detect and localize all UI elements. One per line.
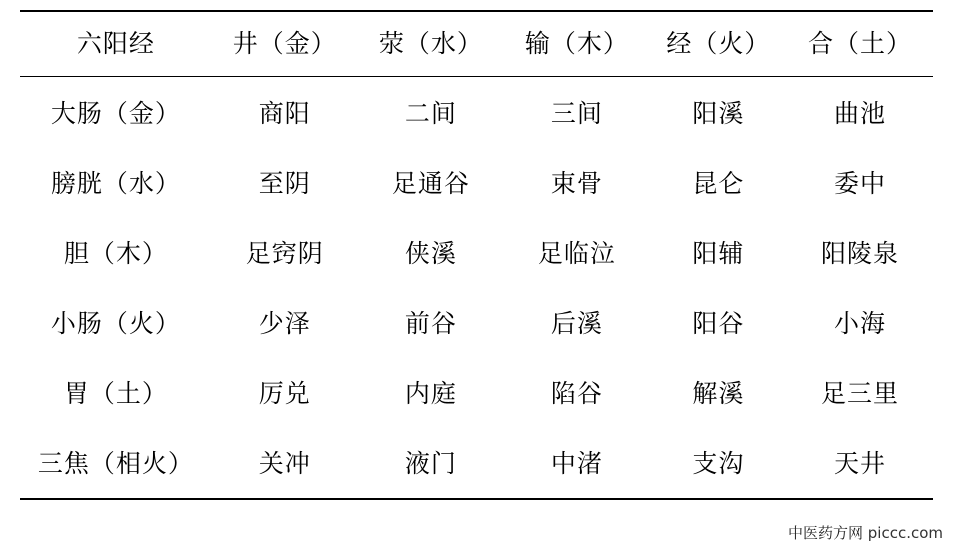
cell-value: 委中 xyxy=(833,169,886,198)
cell-value: 侠溪 xyxy=(404,239,457,268)
cell-value: 束骨 xyxy=(550,169,603,198)
row-label: 大肠（金） xyxy=(50,99,181,128)
cell-value: 阳谷 xyxy=(692,309,745,338)
cell-value: 足窍阴 xyxy=(245,239,324,268)
cell-value: 陷谷 xyxy=(550,379,603,408)
table-row xyxy=(20,357,933,427)
table-row xyxy=(20,217,933,287)
table-body xyxy=(20,77,933,500)
cell-value: 前谷 xyxy=(404,309,457,338)
table-row xyxy=(20,287,933,357)
cell-value: 足临泣 xyxy=(537,239,616,268)
row-label: 胃（土） xyxy=(63,379,168,408)
cell-value: 内庭 xyxy=(404,379,457,408)
row-label: 胆（木） xyxy=(63,239,168,268)
cell-value: 小海 xyxy=(833,309,886,338)
table-row xyxy=(20,147,933,217)
cell-value: 足通谷 xyxy=(391,169,470,198)
cell-value: 关冲 xyxy=(212,427,358,499)
column-header-jing-fire: 经（火） xyxy=(650,11,787,77)
row-label: 三焦（相火） xyxy=(20,427,212,499)
watermark xyxy=(788,522,943,543)
cell-value: 阳辅 xyxy=(692,239,745,268)
cell-value: 厉兑 xyxy=(258,379,311,408)
table-header xyxy=(20,11,933,77)
cell-value: 足三里 xyxy=(820,379,899,408)
table-header-row xyxy=(20,11,933,77)
column-header-jing-metal: 井（金） xyxy=(212,11,358,77)
cell-value: 解溪 xyxy=(692,379,745,408)
row-label: 膀胱（水） xyxy=(50,169,181,198)
cell-value: 中渚 xyxy=(504,427,650,499)
table-row xyxy=(20,77,933,148)
cell-value: 至阴 xyxy=(258,169,311,198)
cell-value: 天井 xyxy=(787,427,933,499)
column-header-shu-wood: 输（木） xyxy=(504,11,650,77)
cell-value: 曲池 xyxy=(833,99,886,128)
cell-value: 支沟 xyxy=(650,427,787,499)
cell-value: 昆仑 xyxy=(692,169,745,198)
cell-value: 三间 xyxy=(550,99,603,128)
watermark-domain: piccc.com xyxy=(867,524,943,542)
cell-value: 后溪 xyxy=(550,309,603,338)
cell-value: 阳陵泉 xyxy=(820,239,899,268)
cell-value: 阳溪 xyxy=(692,99,745,128)
cell-value: 液门 xyxy=(358,427,504,499)
row-label: 小肠（火） xyxy=(50,309,181,338)
column-header-he-earth: 合（土） xyxy=(787,11,933,77)
cell-value: 商阳 xyxy=(258,99,311,128)
acupoint-table xyxy=(20,10,933,500)
cell-value: 二间 xyxy=(404,99,457,128)
watermark-site-name: 中医药方网 xyxy=(787,524,863,542)
table-row xyxy=(20,427,933,499)
column-header-meridian: 六阳经 xyxy=(20,11,212,77)
column-header-ying-water: 荥（水） xyxy=(358,11,504,77)
cell-value: 少泽 xyxy=(258,309,311,338)
